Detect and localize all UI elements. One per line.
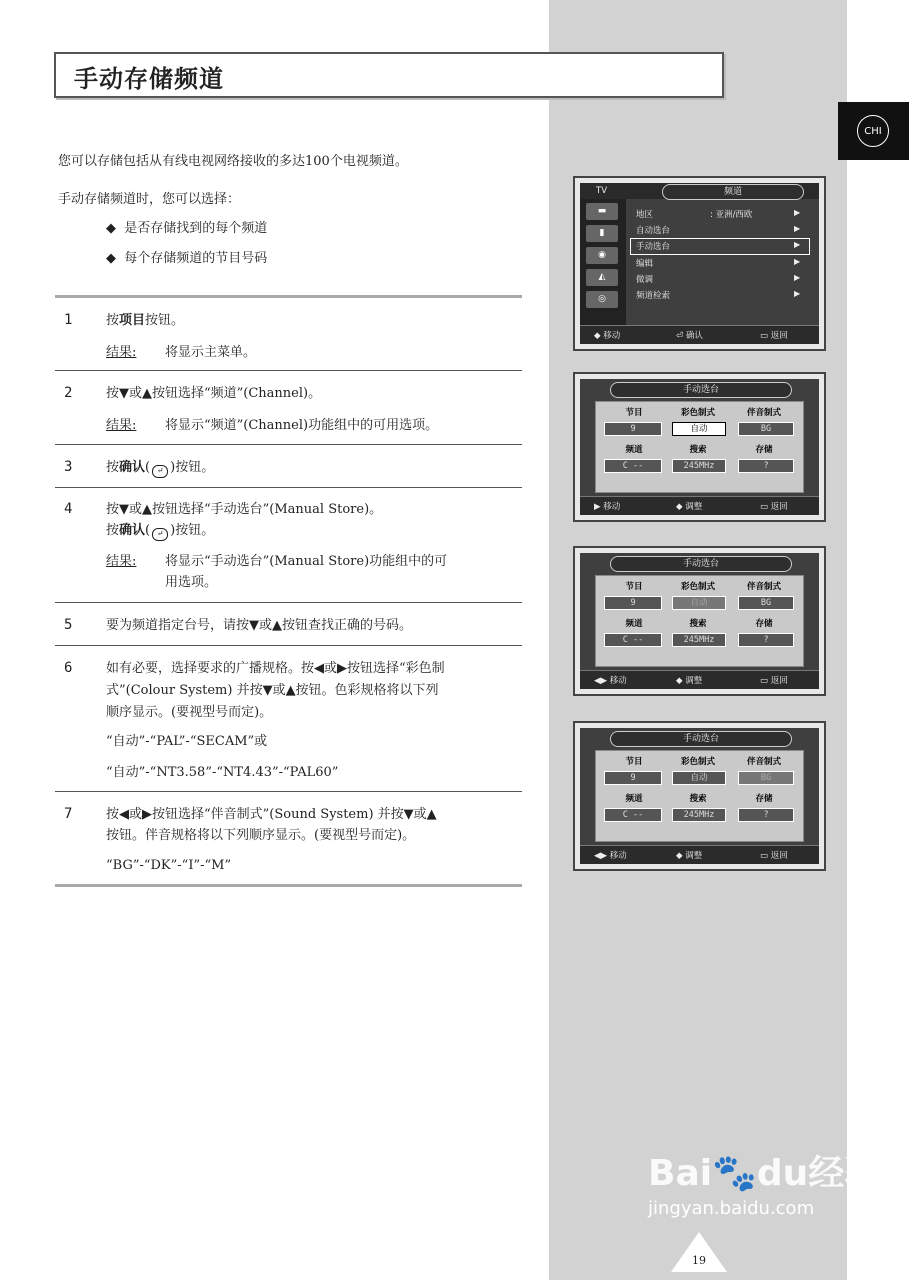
page-title: 手动存储频道 <box>74 65 224 93</box>
sound-system-heading: 伴音制式 <box>746 582 781 592</box>
step-divider <box>55 370 522 371</box>
store-heading: 存储 <box>755 794 773 804</box>
sound-system-field[interactable]: BG <box>738 771 794 785</box>
manual-store-header: 手动选台 <box>610 556 792 572</box>
watermark-cn: 经验 <box>808 1153 881 1194</box>
step-number: 2 <box>64 385 73 401</box>
move-hint: ▶ 移动 <box>594 502 621 512</box>
return-hint: ▭ 返回 <box>760 331 788 341</box>
step-2-text: 按▼或▲按钮选择“频道”(Channel)。 <box>106 386 322 401</box>
paw-icon: 🐾 <box>712 1153 757 1194</box>
enter-icon: ↵ <box>152 465 168 478</box>
store-heading: 存储 <box>755 619 773 629</box>
menu-icon-column <box>580 199 626 326</box>
step-number: 7 <box>64 806 73 822</box>
sound-system-heading: 伴音制式 <box>746 757 781 767</box>
programme-heading: 节目 <box>625 582 643 592</box>
step-number: 4 <box>64 501 73 517</box>
result-label: 结果: <box>106 418 137 433</box>
step-4-result: 将显示“手动选台”(Manual Store)功能组中的可 <box>165 554 448 569</box>
step-4-text: 按▼或▲按钮选择“手动选台”(Manual Store)。 <box>106 502 383 517</box>
enter-icon: ↵ <box>152 528 168 541</box>
page-title-box <box>54 52 724 98</box>
color-sequence-1: “自动”-“PAL”-“SECAM”或 <box>106 734 268 749</box>
programme-field[interactable]: 9 <box>604 771 662 785</box>
tv-label: TV <box>596 186 608 196</box>
bullet-2 <box>106 250 267 268</box>
colour-system-heading: 彩色制式 <box>680 582 715 592</box>
step-4-text-2: 按确认( ↵ )按钮。 <box>106 522 214 541</box>
channel-menu-screen <box>573 176 826 351</box>
channel-field[interactable]: C -- <box>604 459 662 473</box>
chevron-right-icon: ▶ <box>794 208 801 217</box>
step-number: 3 <box>64 459 73 475</box>
watermark-brand: Bai <box>648 1153 713 1194</box>
sound-system-field[interactable]: BG <box>738 596 794 610</box>
chevron-right-icon: ▶ <box>794 224 801 233</box>
bullet-diamond-icon: ◆ <box>106 251 116 266</box>
step-1-result: 将显示主菜单。 <box>165 345 257 360</box>
menu-item-region[interactable]: 地区 <box>636 210 654 220</box>
menu-item-channel-search[interactable]: 频道检索 <box>636 291 671 301</box>
manual-bottom-bar <box>580 845 819 864</box>
section-rule <box>55 295 522 298</box>
channel-field[interactable]: C -- <box>604 633 662 647</box>
manual-store-header: 手动选台 <box>610 731 792 747</box>
return-hint: ▭ 返回 <box>760 502 788 512</box>
store-field[interactable]: ? <box>738 459 794 473</box>
step-divider <box>55 645 522 646</box>
bullet-1 <box>106 220 267 238</box>
step-7-line-2: 按钮。伴音规格将以下列顺序显示。(要视型号而定)。 <box>106 828 416 843</box>
manual-store-header: 手动选台 <box>610 382 792 398</box>
manual-store-screen-1 <box>573 372 826 522</box>
bullet-text: 是否存储找到的每个频道 <box>124 221 268 236</box>
search-field[interactable]: 245MHz <box>672 808 726 822</box>
move-hint: ◀▶ 移动 <box>594 851 627 861</box>
channel-icon: ◉ <box>586 247 618 264</box>
store-heading: 存储 <box>755 445 773 455</box>
sound-icon: ▮ <box>586 225 618 242</box>
watermark-url: jingyan.baidu.com <box>648 1198 815 1219</box>
return-hint: ▭ 返回 <box>760 676 788 686</box>
chevron-right-icon: ▶ <box>794 289 801 298</box>
chevron-right-icon: ▶ <box>794 240 801 249</box>
step-7-line-1: 按◀或▶按钮选择“伴音制式”(Sound System) 并按▼或▲ <box>106 807 437 822</box>
chevron-right-icon: ▶ <box>794 257 801 266</box>
programme-field[interactable]: 9 <box>604 596 662 610</box>
watermark-brand-2: du <box>756 1153 809 1194</box>
language-badge: CHI <box>857 115 889 147</box>
menu-item-auto-store[interactable]: 自动选台 <box>636 226 671 236</box>
menu-item-edit[interactable]: 编辑 <box>636 259 654 269</box>
chevron-right-icon: ▶ <box>794 273 801 282</box>
step-number: 1 <box>64 312 73 328</box>
intro-text: 您可以存储包括从有线电视网络接收的多达100个电视频道。 <box>58 154 408 169</box>
step-4-result-2: 用选项。 <box>165 575 218 590</box>
channel-field[interactable]: C -- <box>604 808 662 822</box>
picture-icon: ▬ <box>586 203 618 220</box>
sound-system-field[interactable]: BG <box>738 422 794 436</box>
baidu-watermark <box>648 1145 880 1219</box>
step-6-line-1: 如有必要，选择要求的广播规格。按◀或▶按钮选择“彩色制 <box>106 661 445 676</box>
search-field[interactable]: 245MHz <box>672 633 726 647</box>
colour-system-field[interactable]: 自动 <box>672 596 726 610</box>
search-field[interactable]: 245MHz <box>672 459 726 473</box>
menu-header: 频道 <box>662 184 804 200</box>
channel-heading: 频道 <box>625 794 643 804</box>
step-number: 6 <box>64 660 73 676</box>
input-icon: ◎ <box>586 291 618 308</box>
search-heading: 搜索 <box>689 619 707 629</box>
move-hint: ◆ 移动 <box>594 331 621 341</box>
step-divider <box>55 487 522 488</box>
step-6-line-3: 顺序显示。(要视型号而定)。 <box>106 705 273 720</box>
programme-field[interactable]: 9 <box>604 422 662 436</box>
channel-heading: 频道 <box>625 445 643 455</box>
select-intro: 手动存储频道时，您可以选择： <box>58 192 241 207</box>
result-label: 结果: <box>106 554 137 569</box>
result-label: 结果: <box>106 345 137 360</box>
bullet-diamond-icon: ◆ <box>106 221 116 236</box>
step-3-text: 按确认( ↵ )按钮。 <box>106 459 214 478</box>
menu-item-manual-store[interactable]: 手动选台 <box>636 242 671 252</box>
adjust-hint: ◆ 调整 <box>676 502 703 512</box>
colour-system-field[interactable]: 自动 <box>672 771 726 785</box>
search-heading: 搜索 <box>689 794 707 804</box>
search-heading: 搜索 <box>689 445 707 455</box>
store-field[interactable]: ? <box>738 808 794 822</box>
page-number: 19 <box>692 1254 706 1267</box>
return-hint: ▭ 返回 <box>760 851 788 861</box>
manual-store-screen-2 <box>573 546 826 696</box>
menu-item-fine-tune[interactable]: 微调 <box>636 275 654 285</box>
step-1-text: 按项目按钮。 <box>106 313 185 328</box>
step-6-line-2: 式”(Colour System) 并按▼或▲按钮。色彩规格将以下列 <box>106 683 439 698</box>
sound-system-heading: 伴音制式 <box>746 408 781 418</box>
colour-system-field[interactable]: 自动 <box>672 422 726 436</box>
step-divider <box>55 791 522 792</box>
menu-bottom-bar <box>580 325 819 344</box>
manual-bottom-bar <box>580 670 819 689</box>
step-number: 5 <box>64 617 73 633</box>
bullet-text: 每个存储频道的节目号码 <box>124 251 268 266</box>
manual-store-panel <box>595 575 804 667</box>
step-divider <box>55 444 522 445</box>
setup-icon: ◭ <box>586 269 618 286</box>
color-sequence-2: “自动”-“NT3.58”-“NT4.43”-“PAL60” <box>106 765 339 780</box>
programme-heading: 节目 <box>625 757 643 767</box>
step-2-result: 将显示“频道”(Channel)功能组中的可用选项。 <box>165 418 439 433</box>
store-field[interactable]: ? <box>738 633 794 647</box>
colour-system-heading: 彩色制式 <box>680 408 715 418</box>
language-tab <box>838 102 909 160</box>
adjust-hint: ◆ 调整 <box>676 851 703 861</box>
manual-store-panel <box>595 401 804 493</box>
manual-bottom-bar <box>580 496 819 515</box>
manual-store-panel <box>595 750 804 842</box>
step-divider <box>55 602 522 603</box>
sound-sequence: “BG”-“DK”-“I”-“M” <box>106 858 232 873</box>
section-rule <box>55 884 522 887</box>
adjust-hint: ◆ 调整 <box>676 676 703 686</box>
manual-store-screen-3 <box>573 721 826 871</box>
channel-heading: 频道 <box>625 619 643 629</box>
menu-item-region-value: : 亚洲/西欧 <box>710 210 753 220</box>
colour-system-heading: 彩色制式 <box>680 757 715 767</box>
step-5-text: 要为频道指定台号，请按▼或▲按钮查找正确的号码。 <box>106 618 412 633</box>
move-hint: ◀▶ 移动 <box>594 676 627 686</box>
enter-hint: ⏎ 确认 <box>676 331 703 341</box>
programme-heading: 节目 <box>625 408 643 418</box>
